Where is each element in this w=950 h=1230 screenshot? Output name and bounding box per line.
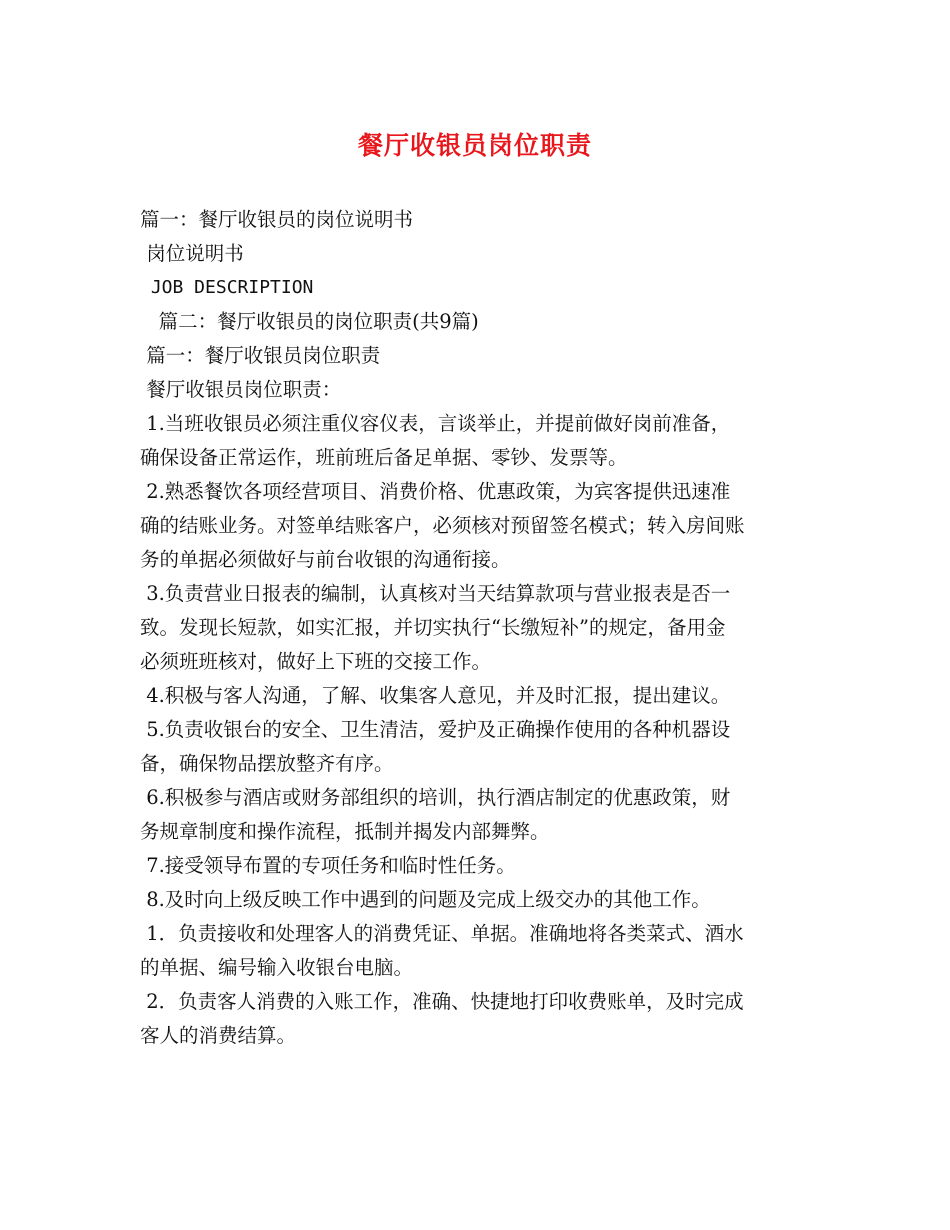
text-line: 备，确保物品摆放整齐有序。 (140, 752, 394, 775)
text-line: 确保设备正常运作，班前班后备足单据、零钞、发票等。 (140, 446, 628, 469)
text-line: 3.负责营业日报表的编制，认真核对当天结算款项与营业报表是否一 (140, 582, 731, 605)
text-line: 篇二：餐厅收银员的岗位职责(共9篇) (140, 310, 479, 333)
text-line: 致。发现长短款，如实汇报，并切实执行“长缴短补”的规定，备用金 (140, 616, 726, 639)
text-line: 8.及时向上级反映工作中遇到的问题及完成上级交办的其他工作。 (140, 888, 711, 911)
text-line: 必须班班核对，做好上下班的交接工作。 (140, 650, 492, 673)
document-title: 餐厅收银员岗位职责 (357, 131, 592, 160)
text-line: 篇一：餐厅收银员岗位职责 (140, 344, 381, 367)
text-line: 务规章制度和操作流程，抵制并揭发内部舞弊。 (140, 820, 550, 843)
text-line: 篇一：餐厅收银员的岗位说明书 (140, 208, 414, 231)
text-line: 7.接受领导布置的专项任务和临时性任务。 (140, 854, 516, 877)
text-line: JOB DESCRIPTION (140, 277, 314, 298)
text-line: 客人的消费结算。 (140, 1024, 297, 1047)
text-line: 6.积极参与酒店或财务部组织的培训，执行酒店制定的优惠政策，财 (140, 786, 731, 809)
text-line: 餐厅收银员岗位职责： (140, 378, 342, 401)
text-line: 1.当班收银员必须注重仪容仪表，言谈举止，并提前做好岗前准备， (140, 412, 731, 435)
text-line: 2.熟悉餐饮各项经营项目、消费价格、优惠政策，为宾客提供迅速准 (140, 480, 731, 503)
text-line: 4.积极与客人沟通，了解、收集客人意见，并及时汇报，提出建议。 (140, 684, 731, 707)
text-line: 的单据、编号输入收银台电脑。 (140, 956, 414, 979)
text-line: 1．负责接收和处理客人的消费凭证、单据。准确地将各类菜式、酒水 (140, 922, 744, 945)
text-line: 务的单据必须做好与前台收银的沟通衔接。 (140, 548, 511, 571)
text-line: 确的结账业务。对签单结账客户，必须核对预留签名模式；转入房间账 (140, 514, 745, 537)
document-body (140, 203, 816, 1053)
text-line: 5.负责收银台的安全、卫生清洁，爱护及正确操作使用的各种机器设 (140, 718, 731, 741)
text-line: 岗位说明书 (140, 242, 244, 265)
text-line: 2．负责客人消费的入账工作，准确、快捷地打印收费账单，及时完成 (140, 990, 744, 1013)
